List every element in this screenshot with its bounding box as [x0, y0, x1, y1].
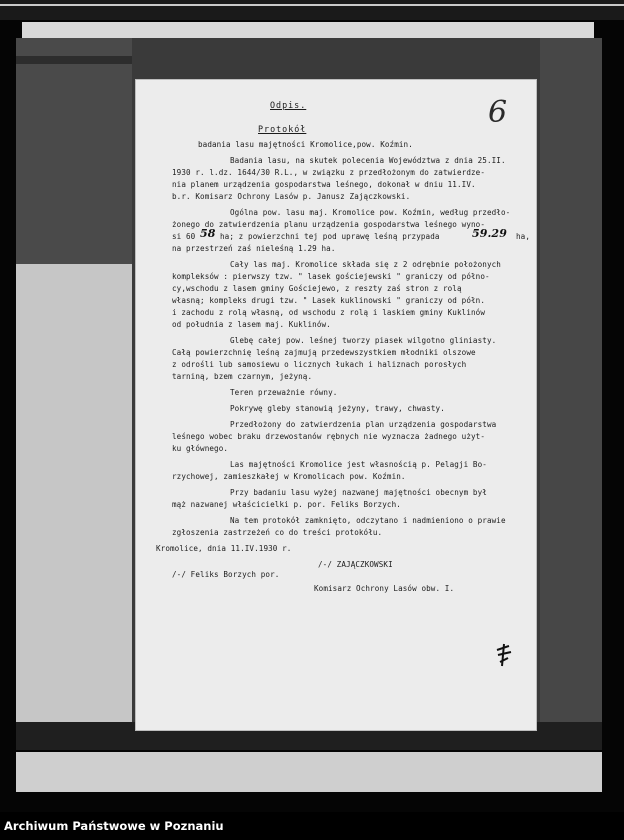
text-line: Na tem protokół zamknięto, odczytano i nadmieniono o prawie: [230, 516, 506, 525]
text-line: rzychowej, zamieszkałej w Kromolicach pow. Koźmin.: [172, 472, 406, 481]
place-date-line: Kromolice, dnia 11.IV.1930 r.: [156, 544, 292, 553]
text-line: ha; z powierzchni tej pod uprawę leśną przypada: [220, 232, 440, 241]
text-line: Badania lasu, na skutek polecenia Województwa z dnia 25.II.: [230, 156, 506, 165]
document-title: Odpis.: [270, 100, 307, 110]
text-line: si 60: [172, 232, 196, 241]
document-text: [136, 80, 536, 730]
text-line: ku głównego.: [172, 444, 229, 453]
text-line: cy,wschodu z lasem gminy Gościejewo, z reszty zaś stron z rolą: [172, 284, 462, 293]
inspector-title: Komisarz Ochrony Lasów obw. I.: [314, 584, 455, 593]
text-line: Las majętności Kromolice jest własnością p. Pelagji Bo-: [230, 460, 487, 469]
text-line: i zachodu z rolą własną, od wschodu z rolą i laskiem gminy Kuklinów: [172, 308, 486, 317]
handwritten-page-number: 6: [488, 95, 508, 130]
document-page: [136, 80, 536, 730]
text-line: żonego do zatwierdzenia planu urządzenia gospodarstwa leśnego wyno-: [172, 220, 486, 229]
text-line: zgłoszenia zastrzeżeń co do treści protokółu.: [172, 528, 383, 537]
text-line: 1930 r. l.dz. 1644/30 R.L., w związku z przedłożonym do zatwierdze-: [172, 168, 486, 177]
text-line: własną; kompleks drugi tzw. " Lasek kuklinowski " graniczy od półn.: [172, 296, 486, 305]
text-line: od południa z lasem maj. Kuklinów.: [172, 320, 331, 329]
left-sheet-band: [16, 56, 132, 64]
text-line: Teren przeważnie równy.: [230, 388, 338, 397]
text-line: na przestrzeń zaś nieleśną 1.29 ha.: [172, 244, 336, 253]
text-line: kompleksów : pierwszy tzw. " lasek gościejewski " graniczy od półno-: [172, 272, 490, 281]
document-heading: Protokół: [258, 124, 307, 134]
text-line: mąż nazwanej właścicielki p. por. Feliks Borzych.: [172, 500, 401, 509]
handwritten-correction: 58: [200, 227, 216, 240]
archive-credit: Archiwum Państwowe w Poznaniu: [4, 819, 224, 833]
text-line: ha,: [516, 232, 531, 241]
text-line: Całą powierzchnię leśną zajmują przedewszystkiem młodniki olszowe: [172, 348, 476, 357]
signature-inspector: /-/ ZAJĄCZKOWSKI: [318, 560, 393, 569]
text-line: Glebę całej pow. leśnej tworzy piasek wilgotno gliniasty.: [230, 336, 497, 345]
text-line: b.r. Komisarz Ochrony Lasów p. Janusz Zajączkowski.: [172, 192, 411, 201]
text-line: tarniną, bzem czarnym, jeżyną.: [172, 372, 313, 381]
handwritten-initials-mark: [494, 642, 514, 668]
text-line: Cały las maj. Kromolice składa się z 2 odrębnie położonych: [230, 260, 501, 269]
bottom-paper-strip: [16, 752, 602, 792]
paper-top-edge: [22, 22, 594, 38]
film-top-strip: [0, 0, 624, 20]
film-top-line: [0, 4, 624, 6]
left-sheet-shadow: [16, 38, 132, 264]
text-line: z odrośli lub samosiewu o licznych łukach i haliznach porosłych: [172, 360, 467, 369]
text-line: nia planem urządzenia gospodarstwa leśnego, dokonał w dniu 11.IV.: [172, 180, 476, 189]
handwritten-correction: 59.29: [472, 227, 507, 240]
backing-sheet-right: [540, 38, 602, 750]
text-line: Ogólna pow. lasu maj. Kromolice pow. Koźmin, według przedło-: [230, 208, 511, 217]
signature-owner-husband: /-/ Feliks Borzych por.: [172, 570, 280, 579]
text-line: Przedłożony do zatwierdzenia plan urządzenia gospodarstwa: [230, 420, 497, 429]
text-line: Przy badaniu lasu wyżej nazwanej majętności obecnym był: [230, 488, 487, 497]
text-line: badania lasu majętności Kromolice,pow. Koźmin.: [198, 140, 413, 149]
text-line: leśnego wobec braku drzewostanów rębnych nie wyznacza żadnego użyt-: [172, 432, 486, 441]
text-line: Pokrywę gleby stanowią jeżyny, trawy, chwasty.: [230, 404, 445, 413]
